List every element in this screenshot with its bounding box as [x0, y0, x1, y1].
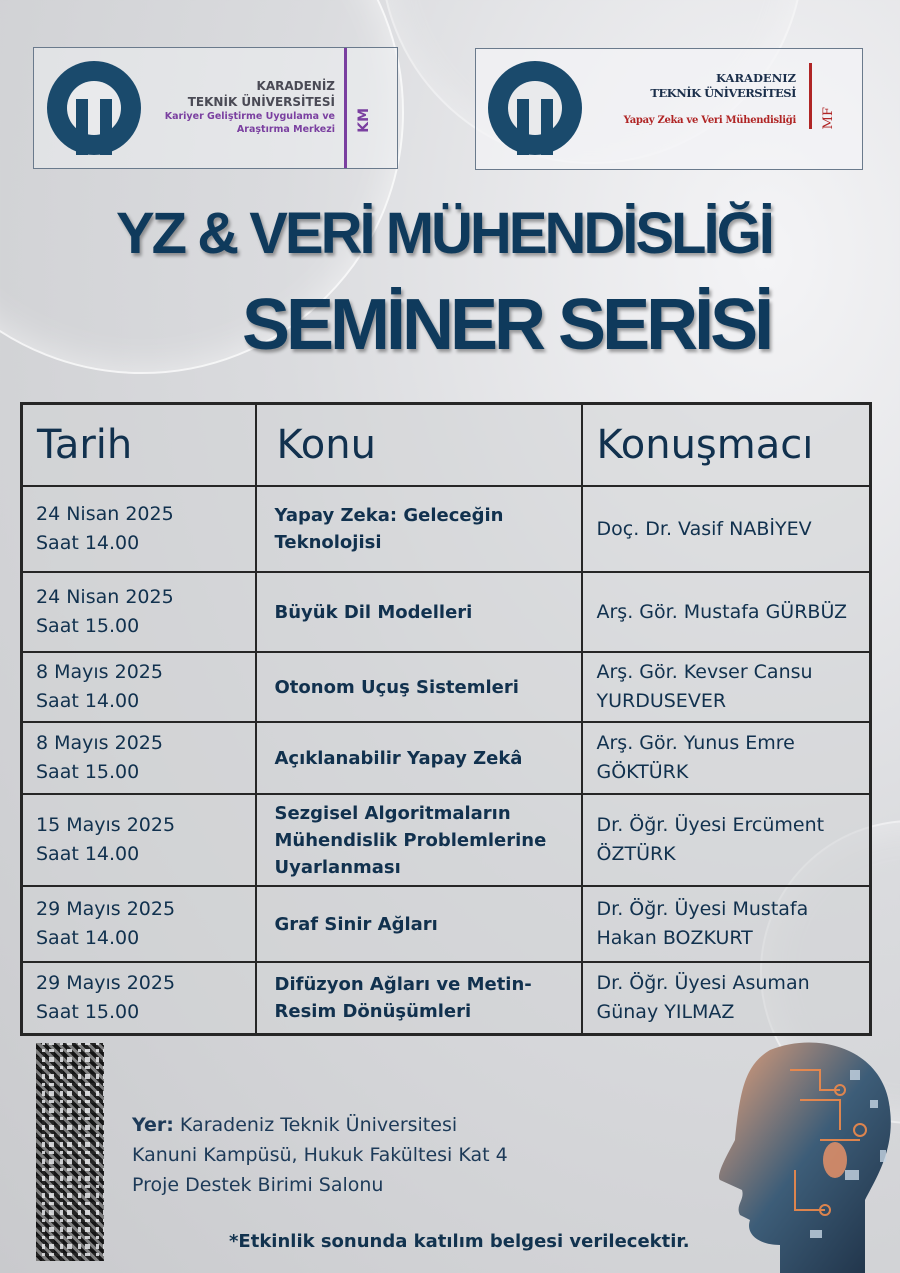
time-text: Saat 14.00 [36, 690, 140, 712]
ktu-logo-icon [47, 61, 141, 155]
header-speaker: Konuşmacı [582, 404, 871, 487]
date-cell [22, 886, 256, 962]
topic-cell: Sezgisel Algoritmaların Mühendislik Problemlerine Uyarlanması [256, 794, 582, 886]
title-line2: SEMİNER SERİSİ [242, 285, 771, 365]
time-text: Saat 15.00 [36, 761, 140, 783]
date-text: 8 Mayıs 2025 [36, 732, 163, 754]
km-line4: Araştırma Merkezi [236, 124, 335, 135]
mf-line2: TEKNİK ÜNİVERSİTESİ [650, 86, 796, 100]
table-row [22, 486, 871, 572]
venue-line1: Karadeniz Teknik Üniversitesi [179, 1114, 458, 1136]
date-text: 24 Nisan 2025 [36, 586, 174, 608]
mf-line3: Yapay Zeka ve Veri Mühendisliği [623, 115, 796, 126]
time-text: Saat 14.00 [36, 532, 140, 554]
mf-line1: KARADENIZ [716, 71, 796, 85]
date-cell [22, 486, 256, 572]
speaker-cell: Dr. Öğr. Üyesi Ercüment ÖZTÜRK [582, 794, 871, 886]
km-line1: KARADENİZ [256, 79, 335, 93]
header-topic: Konu [256, 404, 582, 487]
km-divider [344, 48, 347, 168]
topic-cell: Graf Sinir Ağları [256, 886, 582, 962]
table-row [22, 962, 871, 1034]
ktu-logo-icon [488, 61, 582, 155]
topic-cell: Yapay Zeka: Geleceğin Teknolojisi [256, 486, 582, 572]
km-line3: Kariyer Geliştirme Uygulama ve [164, 111, 335, 122]
speaker-cell: Dr. Öğr. Üyesi Asuman Günay YILMAZ [582, 962, 871, 1034]
date-cell [22, 572, 256, 652]
header-date: Tarih [22, 404, 256, 487]
table-row [22, 652, 871, 722]
date-text: 15 Mayıs 2025 [36, 814, 176, 836]
table-row [22, 886, 871, 962]
date-text: 29 Mayıs 2025 [36, 971, 176, 994]
speaker-cell: Arş. Gör. Kevser Cansu YURDUSEVER [582, 652, 871, 722]
topic-cell: Açıklanabilir Yapay Zekâ [256, 722, 582, 794]
topic-cell: Büyük Dil Modelleri [256, 572, 582, 652]
time-text: Saat 14.00 [36, 927, 140, 949]
venue-line2: Kanuni Kampüsü, Hukuk Fakültesi Kat 4 [132, 1144, 508, 1166]
km-logo-text [165, 78, 335, 136]
speaker-cell: Arş. Gör. Mustafa GÜRBÜZ [582, 572, 871, 652]
date-cell [22, 722, 256, 794]
date-text: 29 Mayıs 2025 [36, 898, 176, 920]
km-line2: TEKNİK ÜNİVERSİTESİ [187, 95, 335, 109]
table-row [22, 572, 871, 652]
time-text: Saat 15.00 [36, 615, 140, 637]
mf-divider [809, 63, 812, 129]
speaker-cell: Doç. Dr. Vasif NABİYEV [582, 486, 871, 572]
venue-label: Yer: [132, 1114, 174, 1136]
date-cell [22, 962, 256, 1034]
date-cell [22, 794, 256, 886]
date-text: 8 Mayıs 2025 [36, 661, 163, 683]
speaker-cell: Dr. Öğr. Üyesi Mustafa Hakan BOZKURT [582, 886, 871, 962]
table-header-row [22, 404, 871, 487]
title-line1: YZ & VERİ MÜHENDİSLİĞİ [116, 201, 772, 266]
table-row [22, 722, 871, 794]
time-text: Saat 14.00 [36, 843, 140, 865]
schedule-table [20, 402, 872, 1036]
speaker-cell: Arş. Gör. Yunus Emre GÖKTÜRK [582, 722, 871, 794]
mf-logo-box [475, 48, 863, 170]
km-logo-box [33, 47, 398, 169]
qr-code[interactable] [36, 1043, 104, 1261]
ai-head-illustration [700, 1030, 900, 1273]
table-row [22, 794, 871, 886]
km-badge: KM [356, 108, 372, 133]
topic-cell: Otonom Uçuş Sistemleri [256, 652, 582, 722]
time-text: Saat 15.00 [36, 1000, 140, 1023]
mf-logo-text [596, 71, 796, 126]
venue-info [132, 1110, 508, 1200]
topic-cell: Difüzyon Ağları ve Metin-Resim Dönüşümleri [256, 962, 582, 1034]
date-text: 24 Nisan 2025 [36, 503, 174, 525]
mf-badge: MF [821, 107, 836, 130]
certificate-note: *Etkinlik sonunda katılım belgesi verilecektir. [229, 1231, 690, 1252]
venue-line3: Proje Destek Birimi Salonu [132, 1174, 384, 1196]
date-cell [22, 652, 256, 722]
